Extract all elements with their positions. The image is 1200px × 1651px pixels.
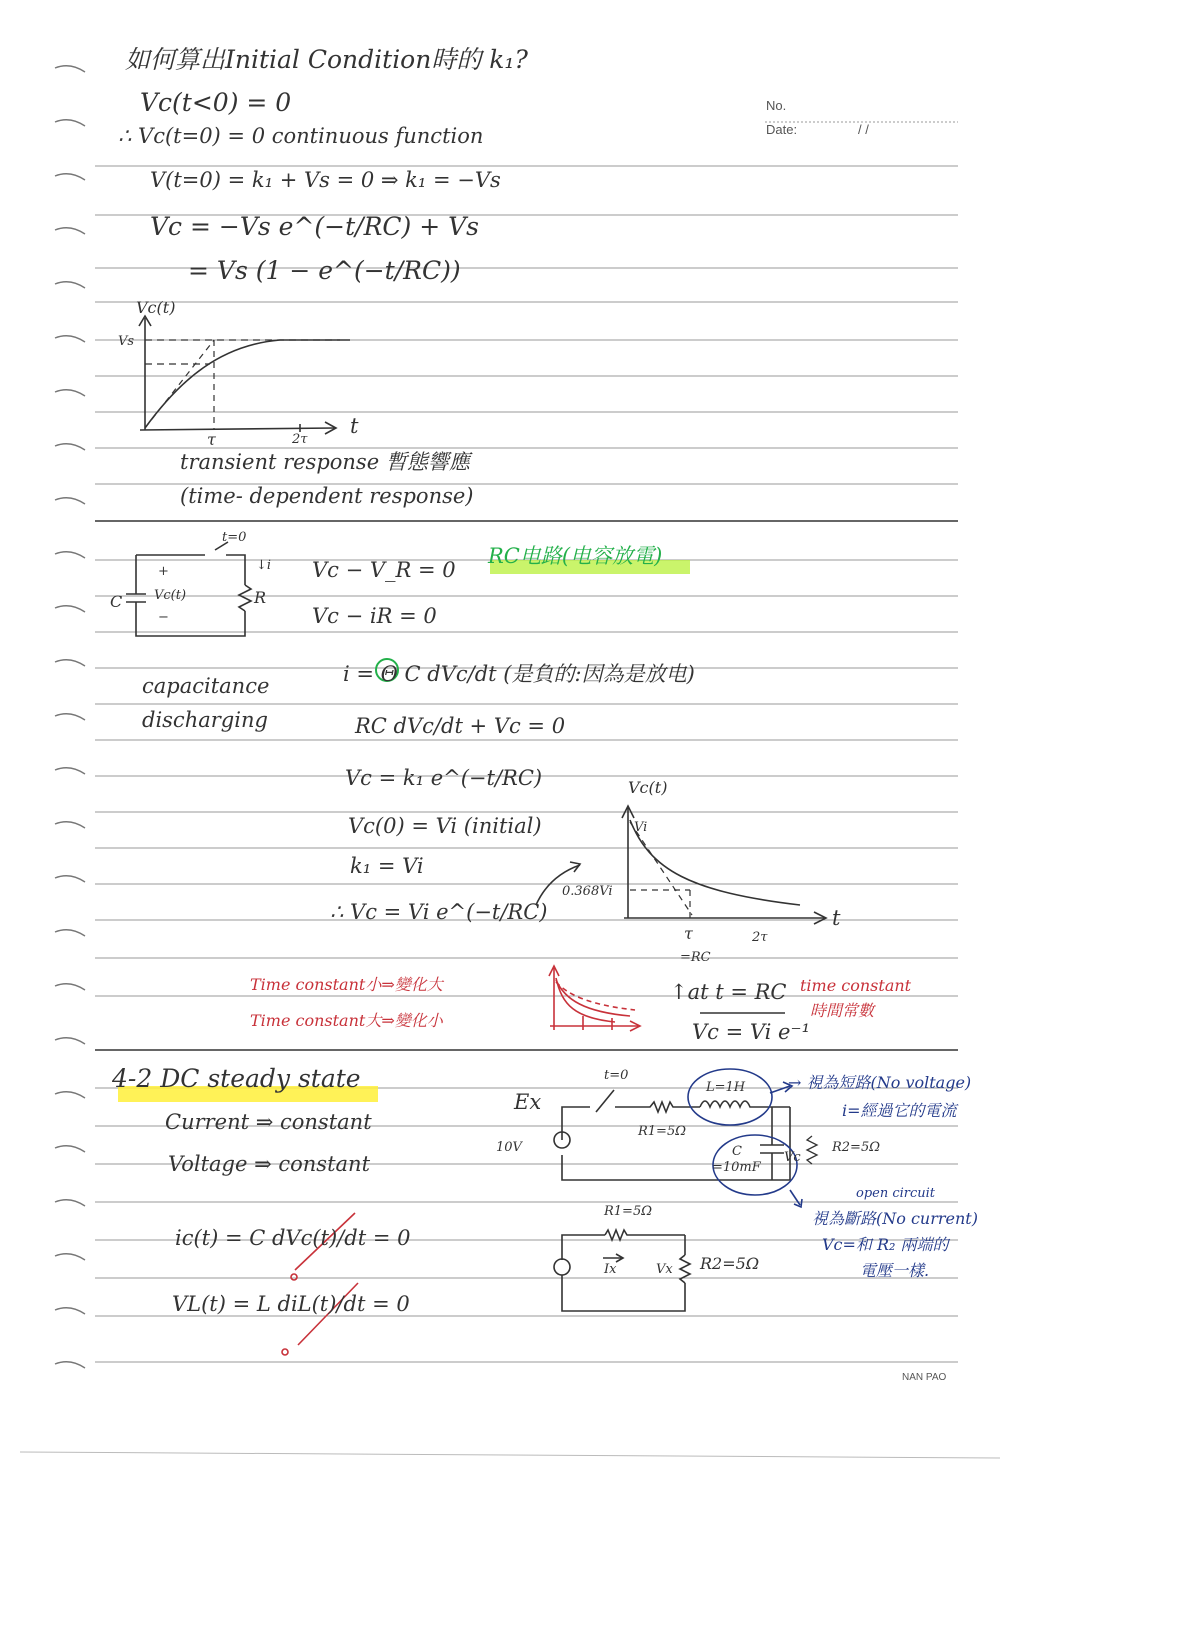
ruled-lines <box>95 122 958 1362</box>
short-circuit-note: → 視為短路(No voltage) <box>788 1073 972 1092</box>
header-date-label: Date: <box>766 122 798 137</box>
graph2-tau: τ <box>684 924 693 943</box>
graph2-2tau: 2τ <box>752 930 768 945</box>
time-constant-zh: 時間常數 <box>810 1001 875 1020</box>
transient-response: transient response 暫態響應 <box>180 450 470 474</box>
tc-small-note: Time constant小⇒變化大 <box>250 975 443 994</box>
graph2-0368: 0.368Vi <box>562 884 613 899</box>
short-circuit-note-2: i=經過它的電流 <box>842 1101 957 1120</box>
discharge-graph <box>536 806 826 924</box>
open-circuit-label: open circuit <box>856 1186 936 1201</box>
c2-vx-label: Vx <box>656 1262 673 1277</box>
vc-at-tau: Vc = Vi e⁻¹ <box>692 1020 810 1044</box>
time-constant-sketch <box>549 966 640 1031</box>
graph1-vs: Vs <box>118 334 135 349</box>
eq-vc-solution: Vc = −Vs e^(−t/RC) + Vs <box>150 212 480 241</box>
current-constant: Current ⇒ constant <box>165 1110 372 1134</box>
tc-large-note: Time constant大⇒變化小 <box>250 1011 443 1030</box>
binder-holes <box>55 66 85 1368</box>
k1-value: k₁ = Vi <box>350 854 424 878</box>
cap-discharging-1: capacitance <box>142 674 270 698</box>
graph1-tau: τ <box>207 430 216 449</box>
header-date-sep: / / <box>858 122 869 137</box>
graph2-t: t <box>832 906 841 930</box>
diff-eq: RC dVc/dt + Vc = 0 <box>355 714 566 738</box>
source-10v: 10V <box>496 1140 522 1155</box>
general-solution: Vc = k₁ e^(−t/RC) <box>345 766 543 790</box>
time-dependent-response: (time- dependent response) <box>180 484 474 508</box>
steady-state-title: 4-2 DC steady state <box>112 1064 361 1093</box>
c2-r2-label: R2=5Ω <box>700 1254 760 1273</box>
example-label: Ex <box>514 1090 542 1114</box>
current-eq: i = Θ C dVc/dt (是負的:因為是放电) <box>343 662 695 686</box>
r2-label: R2=5Ω <box>832 1140 881 1155</box>
vct-label: Vc(t) <box>154 588 187 603</box>
inductor-label: L=1H <box>706 1080 746 1095</box>
voltage-constant: Voltage ⇒ constant <box>168 1152 371 1176</box>
r1-label: R1=5Ω <box>638 1124 687 1139</box>
minus-sign: − <box>158 610 169 625</box>
graph2-vi: Vi <box>634 820 648 835</box>
capacitor-label: C <box>110 592 123 611</box>
header-no-label: No. <box>766 98 787 113</box>
cap-discharging-2: discharging <box>142 708 268 732</box>
graph1-t: t <box>350 414 359 438</box>
current-label: ↓i <box>256 558 272 573</box>
dc-switch-label: t=0 <box>604 1068 629 1083</box>
ic-equation: ic(t) = C dVc(t)/dt = 0 <box>175 1226 411 1250</box>
plus-sign: + <box>158 564 169 579</box>
kvl-eq1: Vc − V_R = 0 <box>312 558 456 582</box>
cap-value: =10mF <box>712 1160 761 1175</box>
graph2-ylabel: Vc(t) <box>628 778 668 797</box>
switch-label: t=0 <box>222 530 247 545</box>
eq-vc-factored: = Vs (1 − e^(−t/RC)) <box>188 256 461 285</box>
page-title: 如何算出Initial Condition時的 k₁? <box>125 45 528 74</box>
c2-ix-label: Ix <box>604 1262 617 1277</box>
final-solution: ∴ Vc = Vi e^(−t/RC) <box>330 900 548 924</box>
open-circuit-note-2: Vc=和 R₂ 兩端的 <box>822 1235 949 1254</box>
discharge-curve <box>630 820 800 905</box>
cap-c-label: C <box>732 1144 742 1159</box>
graph1-2tau: 2τ <box>292 432 308 447</box>
initial-condition: Vc(0) = Vi (initial) <box>348 814 542 838</box>
open-circuit-note-3: 電壓一樣. <box>860 1261 930 1280</box>
graph1-ylabel: Vc(t) <box>136 298 176 317</box>
cap-vc-label: Vc <box>784 1150 801 1165</box>
open-circuit-note: 視為斷路(No current) <box>812 1209 978 1228</box>
time-constant-label: time constant <box>800 976 912 995</box>
eq-continuous: ∴ Vc(t=0) = 0 continuous function <box>118 124 484 148</box>
charging-curve <box>145 340 350 428</box>
eq-k1: V(t=0) = k₁ + Vs = 0 ⇒ k₁ = −Vs <box>150 168 501 192</box>
rc-circuit-title: RC电路(电容放電) <box>488 544 663 568</box>
c2-r1-label: R1=5Ω <box>604 1204 653 1219</box>
charging-graph <box>139 316 350 434</box>
graph2-rc: =RC <box>680 950 711 965</box>
kvl-eq2: Vc − iR = 0 <box>312 604 437 628</box>
resistor-label: R <box>254 588 267 607</box>
brand-label: NAN PAO <box>902 1372 947 1383</box>
vl-equation: VL(t) = L diL(t)/dt = 0 <box>172 1292 410 1316</box>
at-t-rc: ↑at t = RC <box>670 980 787 1004</box>
eq-vc-initial: Vc(t<0) = 0 <box>140 88 292 117</box>
rc-circuit <box>126 542 251 636</box>
